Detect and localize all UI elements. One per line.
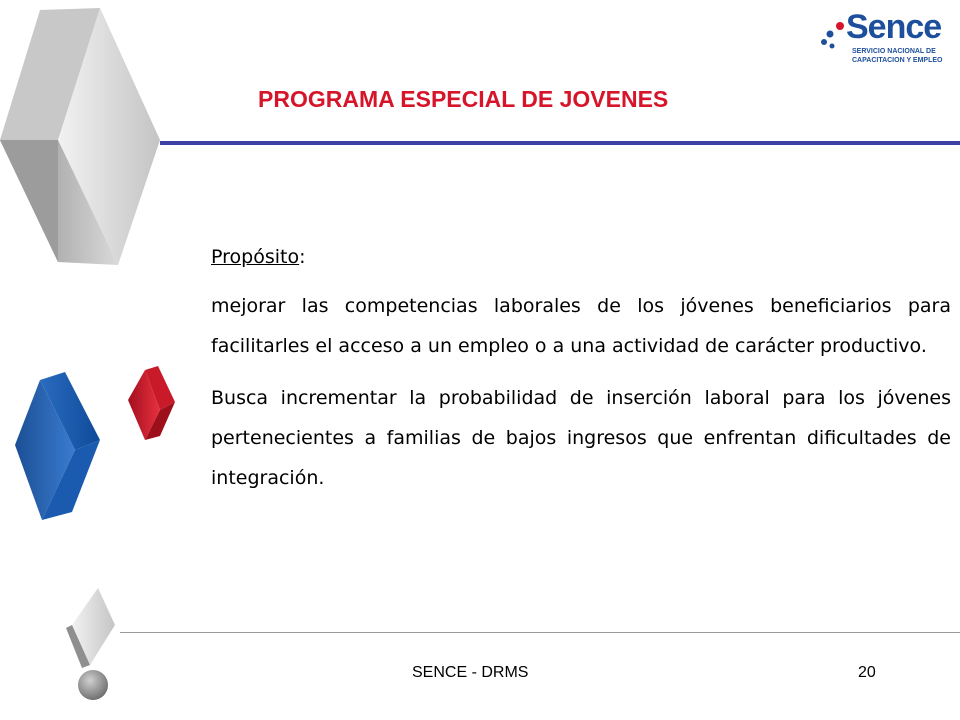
page-number: 20 bbox=[858, 664, 876, 681]
title-divider bbox=[160, 141, 960, 145]
slide-body bbox=[211, 242, 951, 510]
purpose-heading-label: Propósito bbox=[211, 246, 300, 268]
goal-paragraph: Busca incrementar la probabilidad de inserción laboral para los jóvenes pertenecientes a familias de bajos ingresos que enfrentan dificultades de integración. bbox=[211, 387, 951, 489]
grey-sphere bbox=[78, 670, 108, 700]
grey-crystal-large bbox=[0, 8, 160, 265]
logo-subtitle-line2: CAPACITACION Y EMPLEO bbox=[852, 57, 943, 64]
sence-logo bbox=[818, 8, 958, 70]
purpose-paragraph: mejorar las competencias laborales de los jóvenes beneficiarios para facilitarles el acceso a un empleo o a una actividad de carácter productivo. bbox=[211, 295, 951, 357]
red-crystal bbox=[128, 366, 175, 440]
grey-crystal-small bbox=[66, 588, 115, 668]
logo-subtitle-line1: SERVICIO NACIONAL DE bbox=[852, 48, 936, 55]
purpose-heading bbox=[211, 242, 951, 272]
blue-crystal bbox=[15, 372, 100, 520]
slide-title: PROGRAMA ESPECIAL DE JOVENES bbox=[258, 86, 669, 112]
purpose-heading-colon: : bbox=[299, 246, 306, 268]
footer-text: SENCE - DRMS bbox=[412, 664, 529, 681]
logo-brand: Sence bbox=[846, 8, 942, 46]
footer-divider bbox=[120, 632, 960, 633]
